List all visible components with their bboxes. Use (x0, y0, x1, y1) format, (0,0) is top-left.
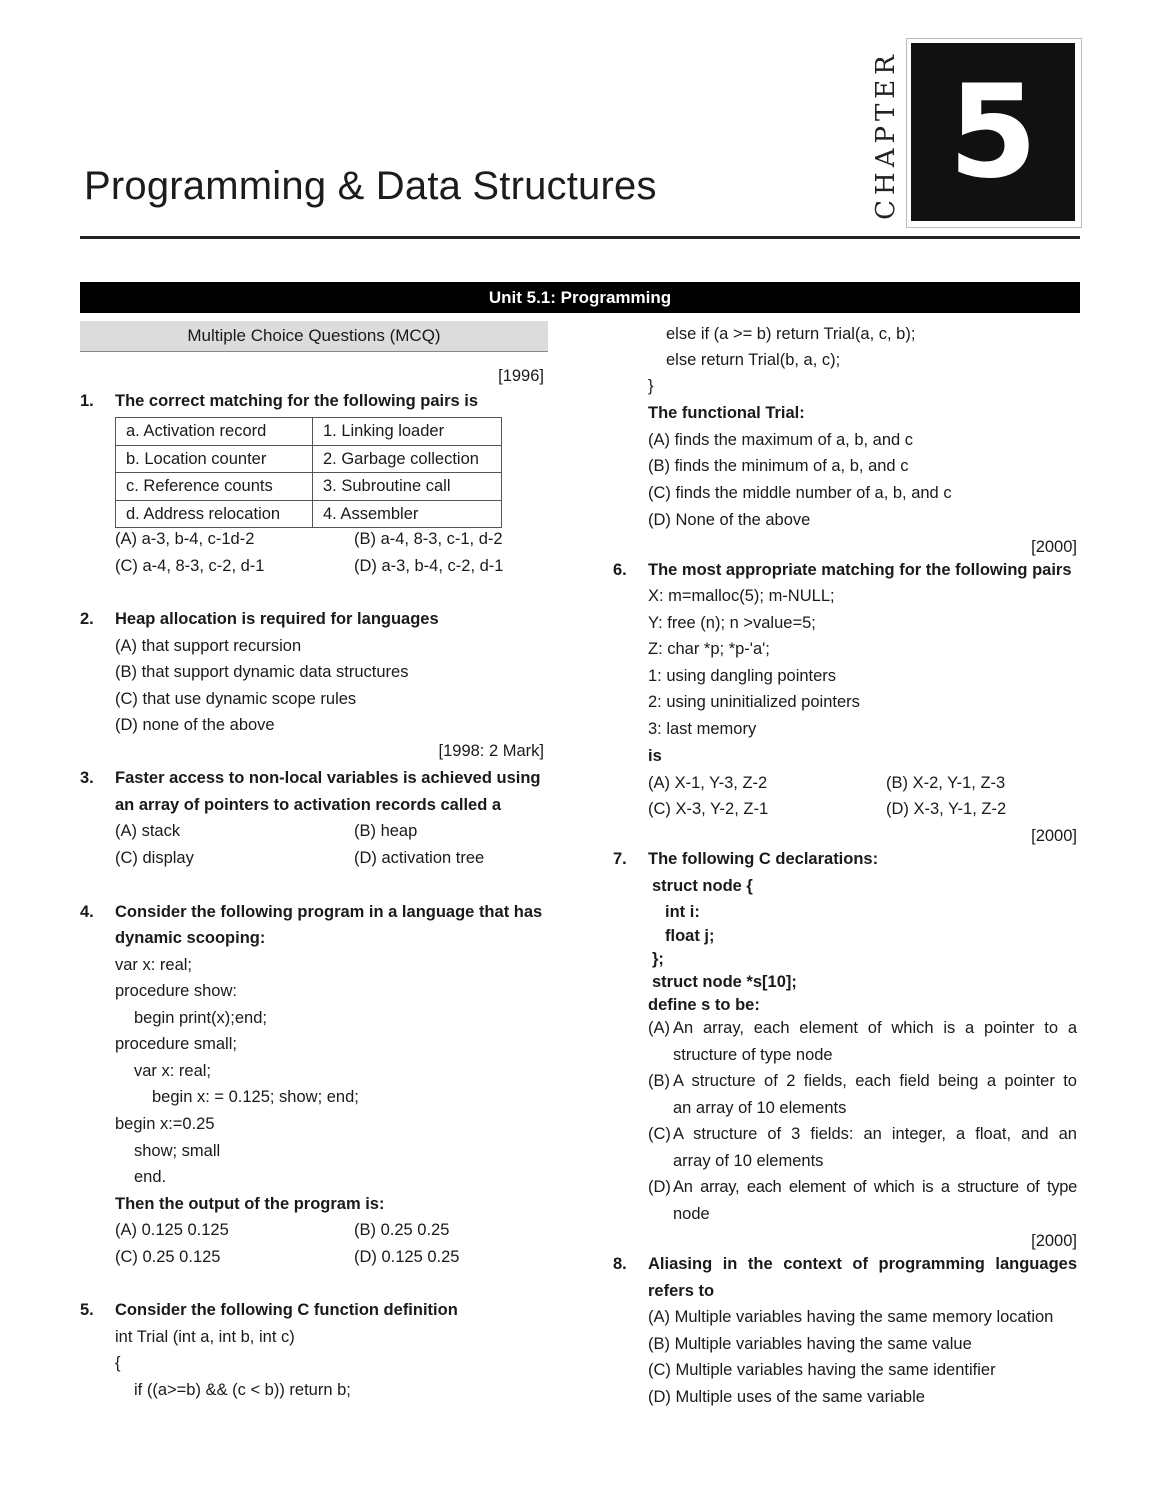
q1-year: [1996] (498, 367, 544, 385)
q4-code-line: var x: real; (115, 956, 193, 974)
q7-code-line: struct node *s[10]; (652, 973, 797, 991)
q4-code-line: end. (134, 1168, 167, 1186)
q2-option-d: (D) none of the above (115, 716, 275, 734)
table-row (116, 445, 502, 473)
q6-line: Z: char *p; *p-'a'; (648, 640, 770, 658)
q3-year: [1998: 2 Mark] (438, 742, 544, 760)
table-cell: 3. Subroutine call (313, 473, 502, 501)
q8-option-a: (A) Multiple variables having the same memory location (648, 1308, 1054, 1326)
q5-code-line: int Trial (int a, int b, int c) (115, 1328, 295, 1346)
q2-option-c: (C) that use dynamic scope rules (115, 690, 357, 708)
q7-option-a-label: (A) (648, 1019, 670, 1037)
q2-option-a: (A) that support recursion (115, 637, 302, 655)
q6-line: 3: last memory (648, 720, 757, 738)
q6-option-d: (D) X-3, Y-1, Z-2 (886, 800, 1007, 818)
q6-line: X: m=malloc(5); m-NULL; (648, 587, 835, 605)
table-row (116, 473, 502, 501)
q4-text-line2: dynamic scooping: (115, 929, 266, 947)
q1-option-b: (B) a-4, 8-3, c-1, d-2 (354, 530, 503, 548)
q8-option-d: (D) Multiple uses of the same variable (648, 1388, 925, 1406)
q7-text: The following C declarations: (648, 850, 879, 868)
q6-number: 6. (613, 561, 627, 579)
q5-option-c: (C) finds the middle number of a, b, and c (648, 484, 952, 502)
chapter-label: CHAPTER (871, 50, 901, 220)
table-cell: 4. Assembler (313, 500, 502, 528)
section-heading: Multiple Choice Questions (MCQ) (80, 321, 548, 352)
q3-option-d: (D) activation tree (354, 849, 485, 867)
q5-option-a: (A) finds the maximum of a, b, and c (648, 431, 914, 449)
q4-code-line: begin print(x);end; (134, 1009, 267, 1027)
q6-year: [2000] (1031, 538, 1077, 556)
q7-code-line: define s to be: (648, 996, 760, 1014)
q3-text-line1: Faster access to non-local variables is achieved using (115, 769, 541, 787)
q4-text-line1: Consider the following program in a language that has (115, 903, 543, 921)
q7-code-line: struct node { (652, 877, 753, 895)
q3-option-a: (A) stack (115, 822, 181, 840)
q1-text: The correct matching for the following pairs is (115, 392, 479, 410)
q7-option-d-line1: An array, each element of which is a structure of type (673, 1178, 1077, 1196)
q3-option-b: (B) heap (354, 822, 418, 840)
q2-option-b: (B) that support dynamic data structures (115, 663, 409, 681)
unit-banner: Unit 5.1: Programming (80, 282, 1080, 313)
table-cell: a. Activation record (116, 418, 313, 446)
q4-option-d: (D) 0.125 0.25 (354, 1248, 460, 1266)
q4-code-line: show; small (134, 1142, 221, 1160)
q5-code-line: { (115, 1354, 121, 1372)
q6-option-c: (C) X-3, Y-2, Z-1 (648, 800, 769, 818)
q7-option-c-line2: array of 10 elements (673, 1152, 824, 1170)
q1-option-a: (A) a-3, b-4, c-1d-2 (115, 530, 255, 548)
table-cell: b. Location counter (116, 445, 313, 473)
q6-is: is (648, 747, 662, 765)
table-row (116, 500, 502, 528)
q4-code-line: var x: real; (134, 1062, 212, 1080)
q5-number: 5. (80, 1301, 94, 1319)
q8-option-b: (B) Multiple variables having the same value (648, 1335, 972, 1353)
q1-option-c: (C) a-4, 8-3, c-2, d-1 (115, 557, 265, 575)
q4-code-line: procedure small; (115, 1035, 237, 1053)
q8-text-line2: refers to (648, 1282, 715, 1300)
table-cell: 1. Linking loader (313, 418, 502, 446)
q5-label: The functional Trial: (648, 404, 805, 422)
q2-text: Heap allocation is required for languages (115, 610, 439, 628)
table-cell: c. Reference counts (116, 473, 313, 501)
q4-then: Then the output of the program is: (115, 1195, 385, 1213)
q2-number: 2. (80, 610, 94, 628)
q4-number: 4. (80, 903, 94, 921)
q5-code-line: } (648, 377, 654, 395)
q4-code-line: begin x:=0.25 (115, 1115, 215, 1133)
q8-year: [2000] (1031, 1232, 1077, 1250)
q5-code-line: else if (a >= b) return Trial(a, c, b); (666, 325, 916, 343)
q8-option-c: (C) Multiple variables having the same identifier (648, 1361, 996, 1379)
q7-option-c-label: (C) (648, 1125, 671, 1143)
q7-option-a-line1: An array, each element of which is a pointer to a (673, 1019, 1077, 1037)
q1-match-table (115, 417, 502, 528)
q7-code-line: int i: (665, 903, 700, 921)
table-row (116, 418, 502, 446)
q8-number: 8. (613, 1255, 627, 1273)
q6-text: The most appropriate matching for the following pairs (648, 561, 1072, 579)
q5-code-line: if ((a>=b) && (c < b)) return b; (134, 1381, 351, 1399)
header-rule (80, 236, 1080, 239)
q7-option-c-line1: A structure of 3 fields: an integer, a float, and an (673, 1125, 1077, 1143)
q1-option-d: (D) a-3, b-4, c-2, d-1 (354, 557, 504, 575)
q6-line: 1: using dangling pointers (648, 667, 837, 685)
q6-line: 2: using uninitialized pointers (648, 693, 860, 711)
page-title: Programming & Data Structures (84, 164, 657, 208)
chapter-number: 5 (911, 43, 1075, 221)
q4-option-c: (C) 0.25 0.125 (115, 1248, 221, 1266)
q7-year: [2000] (1031, 827, 1077, 845)
q7-option-b-line1: A structure of 2 fields, each field being a pointer to (673, 1072, 1077, 1090)
q5-option-d: (D) None of the above (648, 511, 811, 529)
q7-code-line: float j; (665, 927, 715, 945)
q3-number: 3. (80, 769, 94, 787)
q3-text-line2: an array of pointers to activation records called a (115, 796, 502, 814)
q4-option-a: (A) 0.125 0.125 (115, 1221, 229, 1239)
table-cell: 2. Garbage collection (313, 445, 502, 473)
q6-option-b: (B) X-2, Y-1, Z-3 (886, 774, 1006, 792)
q7-option-d-line2: node (673, 1205, 710, 1223)
q4-code-line: procedure show: (115, 982, 237, 1000)
q5-text: Consider the following C function definition (115, 1301, 458, 1319)
q5-code-line: else return Trial(b, a, c); (666, 351, 841, 369)
q4-code-line: begin x: = 0.125; show; end; (152, 1088, 359, 1106)
table-cell: d. Address relocation (116, 500, 313, 528)
q7-option-d-label: (D) (648, 1178, 671, 1196)
q7-number: 7. (613, 850, 627, 868)
q7-option-a-line2: structure of type node (673, 1046, 833, 1064)
q4-option-b: (B) 0.25 0.25 (354, 1221, 450, 1239)
q3-option-c: (C) display (115, 849, 194, 867)
q6-option-a: (A) X-1, Y-3, Z-2 (648, 774, 768, 792)
q5-option-b: (B) finds the minimum of a, b, and c (648, 457, 909, 475)
q6-line: Y: free (n); n >value=5; (648, 614, 816, 632)
q1-number: 1. (80, 392, 94, 410)
q7-code-line: }; (652, 950, 664, 968)
q7-option-b-line2: an array of 10 elements (673, 1099, 847, 1117)
q7-option-b-label: (B) (648, 1072, 670, 1090)
q8-text-line1: Aliasing in the context of programming languages (648, 1255, 1077, 1273)
